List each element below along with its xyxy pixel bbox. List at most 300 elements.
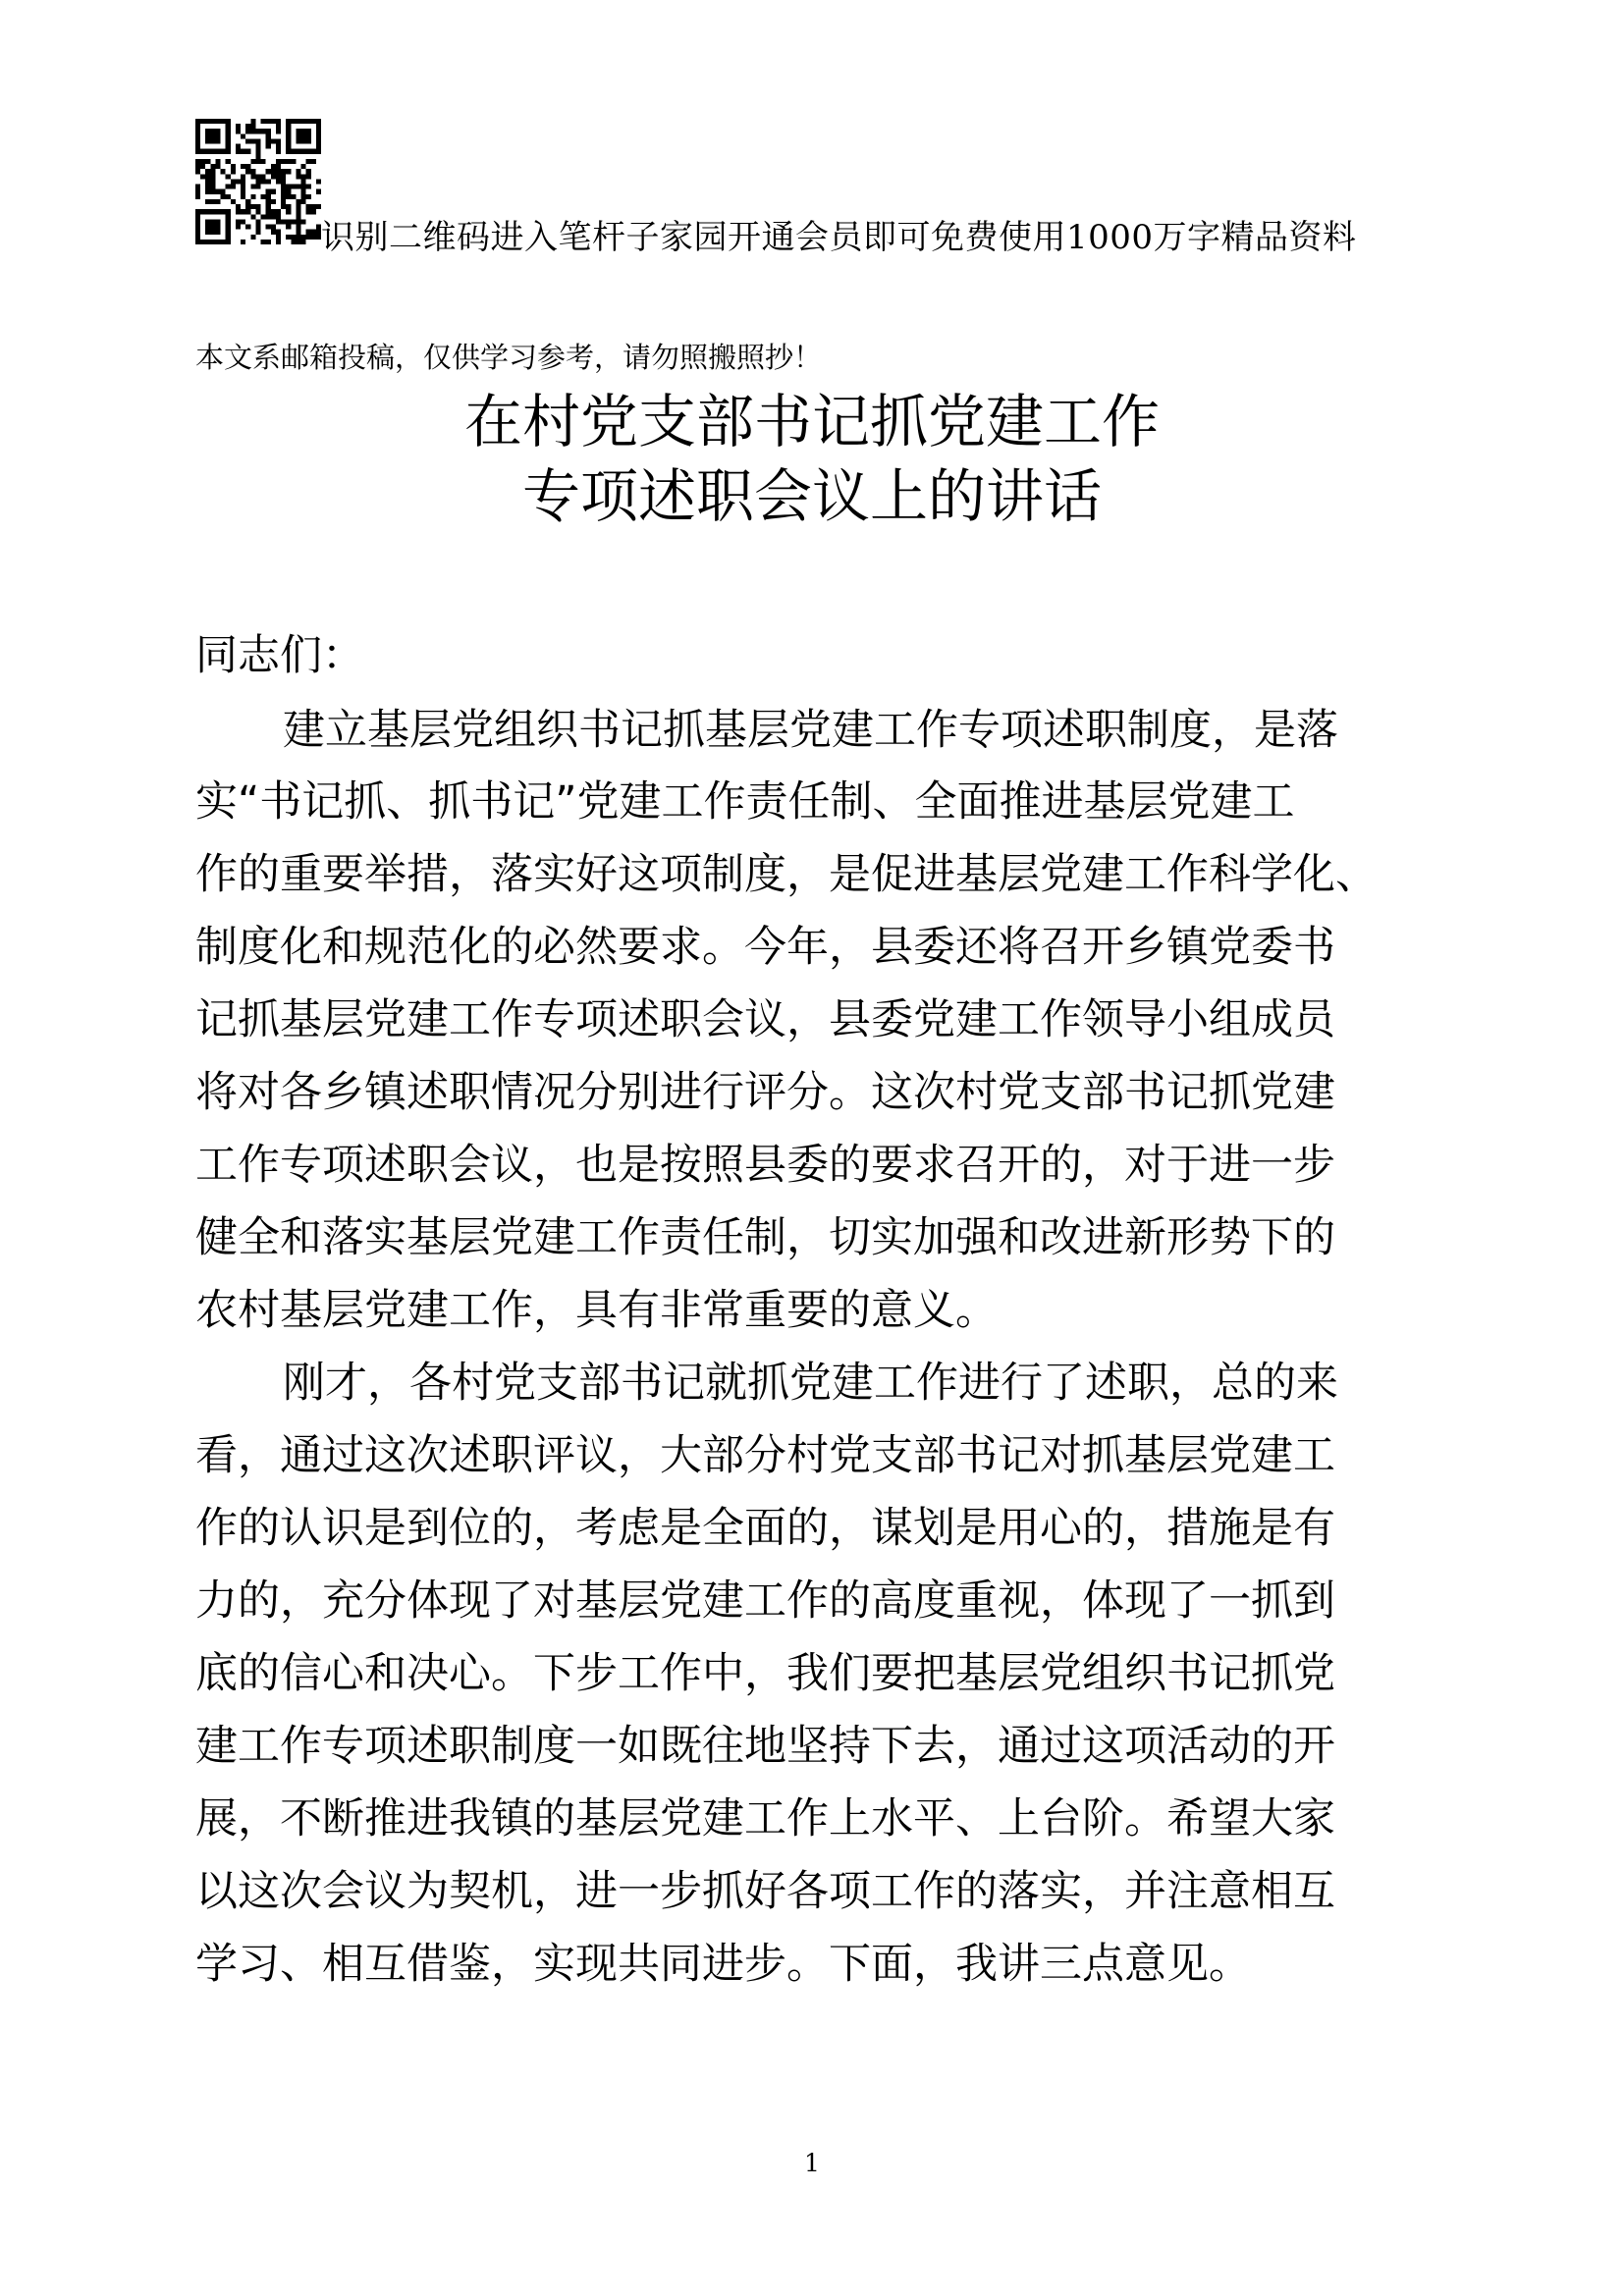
qr-module <box>281 179 286 184</box>
qr-module <box>316 119 321 124</box>
qr-module <box>215 129 220 133</box>
qr-module <box>266 194 271 199</box>
qr-module <box>301 133 306 138</box>
qr-module <box>226 174 231 179</box>
qr-module <box>296 138 300 143</box>
qr-module <box>226 230 231 235</box>
qr-module <box>241 149 245 154</box>
qr-module <box>301 240 306 244</box>
qr-module <box>296 235 300 240</box>
qr-module <box>276 230 281 235</box>
qr-module <box>286 225 291 230</box>
qr-module <box>205 225 210 230</box>
qr-module <box>291 149 296 154</box>
qr-module <box>195 159 200 164</box>
qr-module <box>286 129 291 133</box>
qr-module <box>296 149 300 154</box>
qr-module <box>195 225 200 230</box>
qr-module <box>281 189 286 194</box>
qr-module <box>276 149 281 154</box>
qr-module <box>286 149 291 154</box>
qr-module <box>231 169 236 174</box>
qr-module <box>215 138 220 143</box>
qr-module <box>236 204 241 209</box>
qr-module <box>241 185 245 189</box>
qr-module <box>296 209 300 214</box>
qr-module <box>286 235 291 240</box>
qr-module <box>266 169 271 174</box>
qr-module <box>221 209 226 214</box>
qr-module <box>205 159 210 164</box>
qr-module <box>261 194 266 199</box>
qr-module <box>276 164 281 169</box>
qr-module <box>250 235 255 240</box>
qr-module <box>195 138 200 143</box>
qr-module <box>236 144 241 149</box>
submission-notice: 本文系邮箱投稿，仅供学习参考，请勿照搬照抄！ <box>195 341 823 374</box>
qr-module <box>316 138 321 143</box>
qr-module <box>311 235 316 240</box>
qr-module <box>281 199 286 204</box>
qr-module <box>301 194 306 199</box>
qr-module <box>200 209 205 214</box>
qr-module <box>205 174 210 179</box>
qr-module <box>195 164 200 169</box>
qr-module <box>301 185 306 189</box>
qr-module <box>311 159 316 164</box>
qr-module <box>316 189 321 194</box>
document-title-line-2: 专项述职会议上的讲话 <box>521 462 1102 530</box>
qr-module <box>226 235 231 240</box>
qr-module <box>200 240 205 244</box>
qr-module <box>245 199 250 204</box>
qr-module <box>266 138 271 143</box>
body-line: 作的重要举措，落实好这项制度，是促进基层党建工作科学化、 <box>195 850 1378 899</box>
qr-module <box>316 144 321 149</box>
body-line: 记抓基层党建工作专项述职会议，县委党建工作领导小组成员 <box>195 995 1335 1044</box>
qr-module <box>231 185 236 189</box>
qr-module <box>271 174 276 179</box>
qr-module <box>296 169 300 174</box>
page-number: 1 <box>804 2149 820 2177</box>
qr-module <box>261 214 266 219</box>
qr-module <box>296 204 300 209</box>
qr-module <box>316 179 321 184</box>
qr-module <box>291 159 296 164</box>
qr-module <box>306 235 311 240</box>
qr-module <box>306 138 311 143</box>
qr-module <box>205 119 210 124</box>
qr-module <box>271 169 276 174</box>
qr-module <box>291 235 296 240</box>
qr-module <box>306 209 311 214</box>
qr-module <box>205 138 210 143</box>
qr-module <box>200 174 205 179</box>
qr-module <box>316 204 321 209</box>
qr-module <box>236 225 241 230</box>
qr-module <box>261 174 266 179</box>
qr-module <box>311 209 316 214</box>
qr-module <box>276 174 281 179</box>
qr-module <box>255 129 260 133</box>
body-line: 作的认识是到位的，考虑是全面的，谋划是用心的，措施是有 <box>195 1504 1335 1553</box>
qr-module <box>276 129 281 133</box>
qr-module <box>250 214 255 219</box>
qr-module <box>255 138 260 143</box>
qr-module <box>210 230 215 235</box>
qr-module <box>271 230 276 235</box>
qr-module <box>255 219 260 224</box>
qr-module <box>241 240 245 244</box>
qr-module <box>266 189 271 194</box>
qr-module <box>215 189 220 194</box>
qr-module <box>276 209 281 214</box>
qr-module <box>226 124 231 129</box>
qr-module <box>255 154 260 159</box>
qr-module <box>255 174 260 179</box>
qr-module <box>200 149 205 154</box>
qr-module <box>226 138 231 143</box>
qr-module <box>205 133 210 138</box>
salutation: 同志们： <box>195 631 364 680</box>
qr-module <box>231 164 236 169</box>
qr-module <box>276 159 281 164</box>
qr-module <box>236 209 241 214</box>
qr-module <box>210 219 215 224</box>
qr-module <box>195 230 200 235</box>
qr-module <box>296 225 300 230</box>
qr-module <box>276 219 281 224</box>
qr-module <box>221 240 226 244</box>
qr-module <box>215 199 220 204</box>
qr-module <box>250 204 255 209</box>
qr-module <box>245 169 250 174</box>
qr-module <box>245 138 250 143</box>
qr-module <box>210 133 215 138</box>
qr-module <box>286 194 291 199</box>
qr-module <box>250 159 255 164</box>
qr-module <box>281 174 286 179</box>
qr-module <box>301 189 306 194</box>
qr-module <box>210 209 215 214</box>
qr-module <box>205 179 210 184</box>
qr-module <box>286 159 291 164</box>
qr-module <box>226 133 231 138</box>
body-line: 建工作专项述职制度一如既往地坚持下去，通过这项活动的开 <box>195 1722 1335 1771</box>
qr-module <box>276 144 281 149</box>
qr-module <box>221 149 226 154</box>
qr-module <box>306 230 311 235</box>
qr-module <box>195 144 200 149</box>
body-line: 农村基层党建工作，具有非常重要的意义。 <box>195 1286 998 1335</box>
qr-module <box>221 169 226 174</box>
qr-module <box>281 204 286 209</box>
qr-module <box>226 240 231 244</box>
qr-module <box>245 204 250 209</box>
qr-module <box>250 174 255 179</box>
qr-module <box>276 179 281 184</box>
qr-module <box>205 149 210 154</box>
qr-module <box>306 129 311 133</box>
body-line: 建立基层党组织书记抓基层党建工作专项述职制度，是落 <box>283 706 1338 755</box>
qr-module <box>301 199 306 204</box>
qr-module <box>226 144 231 149</box>
qr-module <box>311 119 316 124</box>
qr-module <box>245 225 250 230</box>
qr-module <box>250 119 255 124</box>
qr-module <box>245 129 250 133</box>
qr-module <box>236 124 241 129</box>
qr-module <box>266 240 271 244</box>
qr-module <box>306 194 311 199</box>
qr-module <box>195 169 200 174</box>
qr-module <box>296 119 300 124</box>
qr-module <box>311 230 316 235</box>
qr-module <box>255 185 260 189</box>
qr-module <box>276 214 281 219</box>
qr-module <box>271 138 276 143</box>
qr-module <box>215 133 220 138</box>
qr-module <box>210 199 215 204</box>
qr-module <box>296 199 300 204</box>
qr-module <box>306 174 311 179</box>
qr-module <box>195 214 200 219</box>
qr-module <box>226 129 231 133</box>
qr-module <box>271 189 276 194</box>
body-line: 以这次会议为契机，进一步抓好各项工作的落实，并注意相互 <box>195 1867 1335 1916</box>
qr-module <box>301 119 306 124</box>
qr-module <box>226 194 231 199</box>
body-line: 将对各乡镇述职情况分别进行评分。这次村党支部书记抓党建 <box>195 1068 1335 1117</box>
qr-module <box>195 189 200 194</box>
qr-module <box>266 133 271 138</box>
qr-module <box>241 189 245 194</box>
qr-module <box>255 225 260 230</box>
qr-module <box>210 179 215 184</box>
qr-module <box>226 219 231 224</box>
qr-module <box>245 124 250 129</box>
qr-module <box>200 159 205 164</box>
body-line: 学习、相互借鉴，实现共同进步。下面，我讲三点意见。 <box>195 1940 1251 1989</box>
qr-module <box>276 240 281 244</box>
qr-module <box>245 209 250 214</box>
qr-module <box>281 185 286 189</box>
qr-module <box>210 164 215 169</box>
qr-module <box>291 185 296 189</box>
qr-module <box>286 138 291 143</box>
qr-module <box>195 209 200 214</box>
qr-module <box>266 129 271 133</box>
qr-module <box>286 219 291 224</box>
qr-module <box>241 174 245 179</box>
qr-module <box>281 169 286 174</box>
qr-module <box>210 149 215 154</box>
body-line: 看，通过这次述职评议，大部分村党支部书记对抓基层党建工 <box>195 1431 1335 1480</box>
qr-module <box>241 133 245 138</box>
qr-module <box>266 199 271 204</box>
qr-module <box>255 179 260 184</box>
qr-module <box>266 119 271 124</box>
body-line: 底的信心和决心。下步工作中，我们要把基层党组织书记抓党 <box>195 1649 1335 1698</box>
qr-module <box>210 240 215 244</box>
qr-module <box>306 119 311 124</box>
qr-module <box>241 164 245 169</box>
body-line: 工作专项述职会议，也是按照县委的要求召开的，对于进一步 <box>195 1141 1335 1190</box>
qr-module <box>296 174 300 179</box>
qr-module <box>291 219 296 224</box>
qr-module <box>195 219 200 224</box>
qr-module <box>250 129 255 133</box>
body-line: 刚才，各村党支部书记就抓党建工作进行了述职，总的来 <box>283 1359 1338 1408</box>
qr-module <box>276 235 281 240</box>
qr-module <box>210 119 215 124</box>
qr-module <box>286 189 291 194</box>
qr-module <box>266 179 271 184</box>
qr-module <box>271 214 276 219</box>
qr-module <box>210 169 215 174</box>
qr-module <box>271 209 276 214</box>
qr-module <box>210 138 215 143</box>
qr-module <box>195 124 200 129</box>
qr-module <box>301 235 306 240</box>
qr-module <box>221 194 226 199</box>
qr-module <box>205 230 210 235</box>
qr-module <box>205 240 210 244</box>
qr-module <box>266 225 271 230</box>
qr-module <box>236 219 241 224</box>
qr-module <box>215 209 220 214</box>
qr-module <box>296 185 300 189</box>
qr-module <box>311 204 316 209</box>
qr-module <box>286 133 291 138</box>
qr-module <box>266 214 271 219</box>
qr-module <box>271 119 276 124</box>
qr-module <box>261 179 266 184</box>
qr-module <box>276 124 281 129</box>
document-title-line-1: 在村党支部书记抓党建工作 <box>463 388 1160 455</box>
qr-module <box>241 209 245 214</box>
qr-module <box>255 149 260 154</box>
body-line: 实“书记抓、抓书记”党建工作责任制、全面推进基层党建工 <box>195 777 1295 827</box>
qr-module <box>255 230 260 235</box>
qr-module <box>281 159 286 164</box>
qr-module <box>296 214 300 219</box>
qr-module <box>296 240 300 244</box>
qr-module <box>266 209 271 214</box>
qr-module <box>215 225 220 230</box>
qr-module <box>255 209 260 214</box>
qr-module <box>276 138 281 143</box>
qr-module <box>200 164 205 169</box>
qr-module <box>210 189 215 194</box>
qr-module <box>296 133 300 138</box>
qr-module <box>195 129 200 133</box>
qr-module <box>231 179 236 184</box>
qr-module <box>255 204 260 209</box>
qr-module <box>286 204 291 209</box>
qr-module <box>205 219 210 224</box>
body-line: 健全和落实基层党建工作责任制，切实加强和改进新形势下的 <box>195 1213 1335 1262</box>
qr-module <box>236 149 241 154</box>
qr-module <box>306 169 311 174</box>
qr-module <box>281 219 286 224</box>
body-line: 展，不断推进我镇的基层党建工作上水平、上台阶。希望大家 <box>195 1794 1335 1843</box>
qr-module <box>226 159 231 164</box>
qr-module <box>261 119 266 124</box>
qr-module <box>241 194 245 199</box>
qr-module <box>291 240 296 244</box>
qr-module <box>306 185 311 189</box>
qr-module <box>226 225 231 230</box>
qr-module <box>215 230 220 235</box>
qr-module <box>250 194 255 199</box>
qr-module <box>205 189 210 194</box>
qr-module <box>245 149 250 154</box>
qr-module <box>286 119 291 124</box>
qr-module <box>226 214 231 219</box>
qr-module <box>266 144 271 149</box>
qr-module <box>271 199 276 204</box>
qr-module <box>286 124 291 129</box>
qr-module <box>241 179 245 184</box>
qr-code-icon <box>195 119 321 244</box>
body-line: 制度化和规范化的必然要求。今年，县委还将召开乡镇党委书 <box>195 923 1335 972</box>
qr-module <box>195 149 200 154</box>
qr-module <box>200 119 205 124</box>
qr-module <box>306 133 311 138</box>
qr-module <box>296 129 300 133</box>
qr-module <box>266 204 271 209</box>
qr-module <box>316 129 321 133</box>
qr-module <box>286 169 291 174</box>
qr-caption: 识别二维码进入笔杆子家园开通会员即可免费使用1000万字精品资料 <box>321 218 1357 257</box>
qr-module <box>255 159 260 164</box>
qr-module <box>261 129 266 133</box>
qr-module <box>250 169 255 174</box>
qr-module <box>255 144 260 149</box>
qr-module <box>306 159 311 164</box>
qr-module <box>301 174 306 179</box>
qr-module <box>301 179 306 184</box>
qr-module <box>226 185 231 189</box>
qr-module <box>276 169 281 174</box>
qr-module <box>231 199 236 204</box>
qr-module <box>215 219 220 224</box>
qr-module <box>226 209 231 214</box>
qr-module <box>301 164 306 169</box>
qr-module <box>301 129 306 133</box>
qr-module <box>296 219 300 224</box>
body-line: 力的，充分体现了对基层党建工作的高度重视，体现了一抓到 <box>195 1576 1335 1626</box>
qr-module <box>205 129 210 133</box>
qr-module <box>215 149 220 154</box>
qr-module <box>316 149 321 154</box>
qr-module <box>221 189 226 194</box>
qr-module <box>291 119 296 124</box>
qr-module <box>306 204 311 209</box>
qr-module <box>195 133 200 138</box>
qr-module <box>210 185 215 189</box>
qr-module <box>301 219 306 224</box>
qr-module <box>210 225 215 230</box>
qr-module <box>195 194 200 199</box>
qr-module <box>261 159 266 164</box>
qr-module <box>241 219 245 224</box>
qr-module <box>210 174 215 179</box>
qr-module <box>215 164 220 169</box>
qr-module <box>195 185 200 189</box>
qr-module <box>215 159 220 164</box>
